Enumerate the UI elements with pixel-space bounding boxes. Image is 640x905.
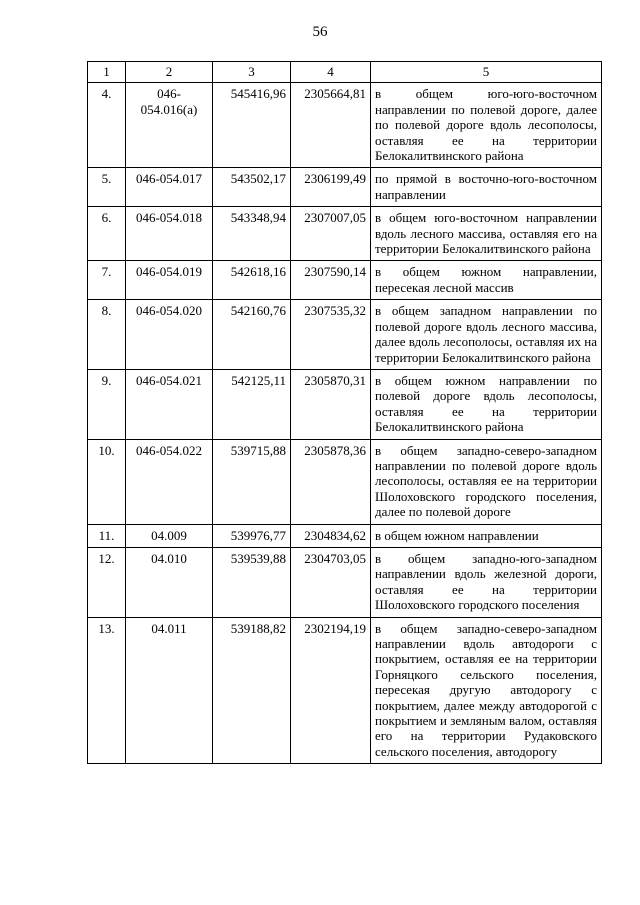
boundary-description: по прямой в восточно-юго-восточном направлении [371, 168, 602, 207]
coordinate-x: 542125,11 [213, 369, 291, 439]
row-number: 6. [88, 207, 126, 261]
coordinate-y: 2304703,05 [291, 547, 371, 617]
column-header-4: 4 [291, 62, 371, 83]
point-code: 046-054.022 [126, 439, 213, 524]
point-code: 04.011 [126, 617, 213, 764]
boundary-description: в общем западно-юго-западном направлении вдоль железной дороги, оставляя ее на территории Шолоховского городского поселения [371, 547, 602, 617]
column-header-3: 3 [213, 62, 291, 83]
row-number: 13. [88, 617, 126, 764]
coordinate-x: 545416,96 [213, 83, 291, 168]
table-row [88, 207, 602, 261]
point-code: 046-054.021 [126, 369, 213, 439]
coordinate-x: 542618,16 [213, 261, 291, 300]
boundary-description: в общем южном направлении [371, 524, 602, 547]
coordinate-x: 543502,17 [213, 168, 291, 207]
column-header-1: 1 [88, 62, 126, 83]
page-number: 56 [312, 24, 328, 40]
boundary-points-table [87, 61, 602, 764]
coordinate-y: 2305870,31 [291, 369, 371, 439]
boundary-description: в общем юго-восточном направлении вдоль лесного массива, оставляя его на территории Белокалитвинского района [371, 207, 602, 261]
row-number: 7. [88, 261, 126, 300]
table-row [88, 369, 602, 439]
column-header-2: 2 [126, 62, 213, 83]
column-header-5: 5 [371, 62, 602, 83]
point-code: 046-054.017 [126, 168, 213, 207]
coordinate-y: 2305664,81 [291, 83, 371, 168]
coordinate-y: 2307590,14 [291, 261, 371, 300]
row-number: 10. [88, 439, 126, 524]
coordinate-y: 2305878,36 [291, 439, 371, 524]
coordinate-y: 2304834,62 [291, 524, 371, 547]
coordinate-y: 2307007,05 [291, 207, 371, 261]
boundary-description: в общем западно-северо-западном направлении вдоль автодороги с покрытием, оставляя ее на территории Горняцкого сельского поселения, пересекая другую автодорогу с покрытием, далее между автодорогой с покрытием и земляным валом, оставляя его на территории Рудаковского сельского поселения, автодорогу [371, 617, 602, 764]
boundary-description: в общем южном направлении, пересекая лесной массив [371, 261, 602, 300]
boundary-description: в общем юго-юго-восточном направлении по полевой дороге, далее по полевой дороге вдоль лесополосы, оставляя ее на территории Белокалитвинского района [371, 83, 602, 168]
row-number: 8. [88, 300, 126, 370]
table-row [88, 168, 602, 207]
coordinate-y: 2306199,49 [291, 168, 371, 207]
coordinate-x: 539715,88 [213, 439, 291, 524]
boundary-description: в общем южном направлении по полевой дороге вдоль лесополосы, оставляя ее на территории Белокалитвинского района [371, 369, 602, 439]
table-row [88, 300, 602, 370]
row-number: 11. [88, 524, 126, 547]
coordinate-x: 539976,77 [213, 524, 291, 547]
table-row [88, 547, 602, 617]
point-code: 046-054.016(а) [126, 83, 213, 168]
coordinate-x: 539188,82 [213, 617, 291, 764]
table-row [88, 261, 602, 300]
coordinate-x: 542160,76 [213, 300, 291, 370]
point-code: 04.010 [126, 547, 213, 617]
row-number: 9. [88, 369, 126, 439]
coordinate-y: 2307535,32 [291, 300, 371, 370]
row-number: 4. [88, 83, 126, 168]
point-code: 046-054.020 [126, 300, 213, 370]
table-row [88, 83, 602, 168]
table-row [88, 524, 602, 547]
boundary-description: в общем западно-северо-западном направлении по полевой дороге вдоль лесополосы, оставляя ее на территории Шолоховского городского поселения, далее по полевой дороге [371, 439, 602, 524]
boundary-description: в общем западном направлении по полевой дороге вдоль лесного массива, далее вдоль лесополосы, оставляя их на территории Белокалитвинского района [371, 300, 602, 370]
point-code: 046-054.018 [126, 207, 213, 261]
table-header-row [88, 62, 602, 83]
coordinate-x: 539539,88 [213, 547, 291, 617]
table-row [88, 617, 602, 764]
table-row [88, 439, 602, 524]
coordinate-y: 2302194,19 [291, 617, 371, 764]
coordinate-x: 543348,94 [213, 207, 291, 261]
row-number: 12. [88, 547, 126, 617]
point-code: 04.009 [126, 524, 213, 547]
row-number: 5. [88, 168, 126, 207]
point-code: 046-054.019 [126, 261, 213, 300]
